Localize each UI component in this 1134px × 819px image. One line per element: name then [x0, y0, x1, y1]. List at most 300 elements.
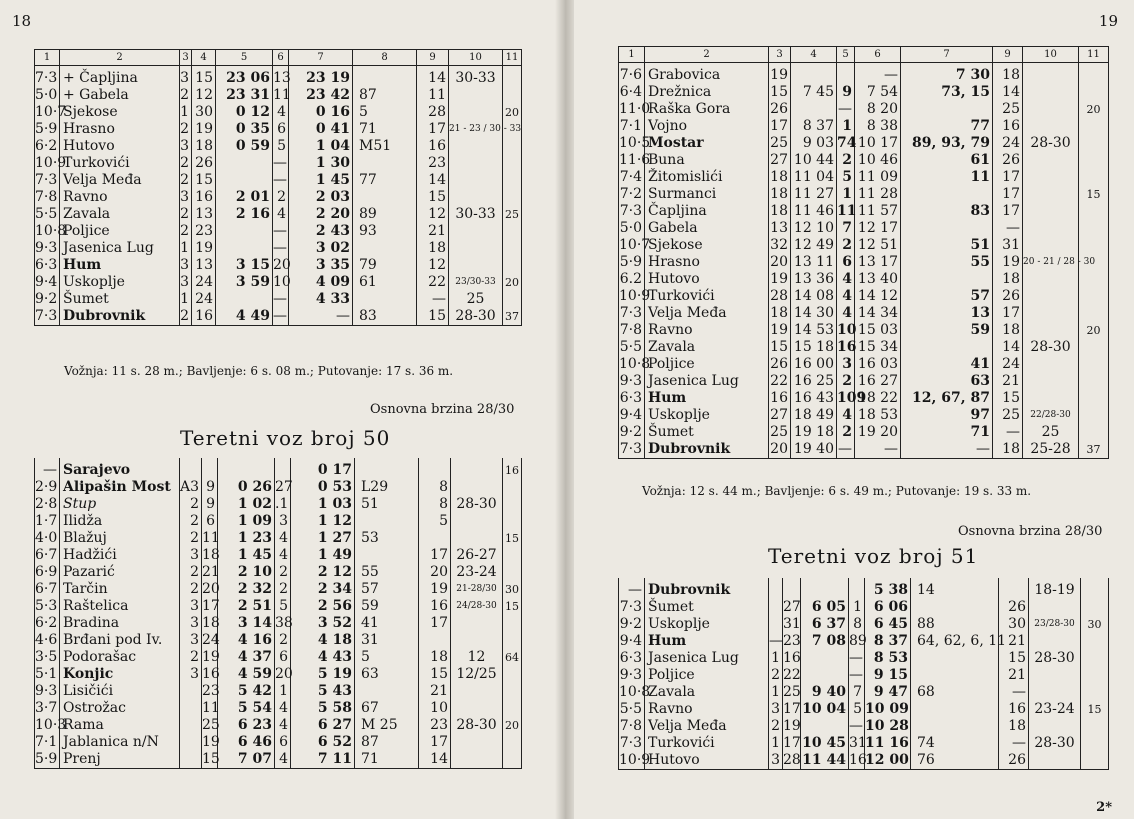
speed-cell [1023, 169, 1079, 186]
station-name: Drežnica [645, 84, 769, 101]
run-time: 15 [417, 189, 449, 206]
table-row [619, 237, 1109, 254]
table-row [619, 633, 1109, 650]
column-header: 11 [1079, 47, 1109, 63]
departure-time: 4 18 [291, 632, 355, 649]
class-cell: 3 [180, 598, 202, 615]
train-title: Teretni voz broj 50 [180, 426, 391, 450]
class-cell [769, 616, 783, 633]
crossing-cell: 61 [353, 274, 417, 291]
table-row [35, 547, 522, 564]
speed-cell: 26-27 [451, 547, 503, 564]
minutes-cell: 16 [783, 650, 801, 666]
station-name: + Čapljina [60, 66, 180, 88]
class-cell: 3 [180, 615, 202, 632]
stop-cell: 11 [273, 87, 291, 103]
table-row [619, 203, 1109, 220]
table-row [619, 667, 1109, 684]
run-time: 18 [993, 271, 1023, 288]
station-name: Šumet [645, 424, 769, 441]
station-name: Hum [645, 390, 769, 407]
load-cell [1079, 135, 1109, 152]
arrival-time: 2 16 [216, 206, 273, 223]
minutes-cell: 21 [202, 564, 220, 580]
speed-cell: 28-30 [1023, 339, 1079, 356]
load-cell [1079, 237, 1109, 254]
load-cell [1081, 578, 1109, 599]
table-row [619, 390, 1109, 407]
class-cell: 1 [769, 684, 783, 701]
speed-cell [451, 683, 503, 700]
station-name: Poljice [645, 667, 769, 684]
km-cell: 6·3 [619, 390, 645, 407]
stop-cell: 27 [275, 479, 293, 495]
km-cell: 7·4 [619, 169, 645, 186]
class-cell: 2 [180, 530, 202, 547]
speed-cell [451, 479, 503, 496]
class-cell: 1 [769, 735, 783, 752]
speed-cell: 23/28-30 [1029, 616, 1081, 633]
crossing-cell: L29 [355, 479, 419, 496]
departure-time: 57 [901, 288, 993, 305]
station-name: Čapljina [645, 203, 769, 220]
departure-time: 6 06 [865, 599, 911, 616]
km-cell: 10·5 [619, 135, 651, 151]
station-name: Blažuj [60, 530, 180, 547]
table-row [35, 155, 522, 172]
departure-time: 3 35 [289, 257, 353, 274]
crossing-cell: 89 [353, 206, 417, 223]
minutes-cell: 27 [783, 599, 801, 615]
column-header: 1 [35, 50, 60, 66]
class-cell: 13 [769, 220, 791, 237]
station-name: Grabovica [645, 63, 769, 85]
load-cell [503, 496, 522, 513]
arrival-time: 2 32 [218, 581, 275, 598]
run-time: 14 [993, 339, 1023, 356]
minutes-cell: 23 [202, 683, 220, 699]
minutes-cell: 15 18 [791, 339, 837, 356]
table-row [619, 169, 1109, 186]
run-time: 15 [999, 650, 1029, 667]
class-cell: 2 [180, 513, 202, 530]
crossing-cell [911, 701, 999, 718]
load-cell [1079, 220, 1109, 237]
departure-time: 10 09 [865, 701, 909, 717]
speed-cell [1023, 220, 1079, 237]
table-row [619, 254, 1109, 271]
speed-cell [451, 751, 503, 769]
station-name: Uskoplje [645, 616, 769, 633]
departure-time: 2 43 [289, 223, 353, 240]
table-row [35, 615, 522, 632]
column-header: 9 [993, 47, 1023, 63]
load-cell [1081, 735, 1109, 752]
class-cell: 3 [180, 666, 202, 683]
stop-cell: 5 [273, 138, 289, 155]
arrival-time: 2 51 [218, 598, 275, 615]
minutes-cell: 16 [192, 189, 216, 206]
station-name: Sjekose [60, 104, 180, 121]
column-header: 2 [645, 47, 769, 63]
class-cell: 26 [769, 101, 791, 118]
stop-cell: 8 20 [855, 101, 901, 118]
departure-time: 11 [901, 169, 993, 186]
class-cell: 3 [180, 257, 192, 274]
stop-cell: 5 [849, 701, 865, 718]
station-name: Turkovići [645, 288, 769, 305]
run-time: 17 [419, 547, 451, 564]
class-cell: 1 [180, 104, 192, 121]
run-time: 18 [993, 322, 1023, 339]
km-cell: 3·7 [35, 700, 60, 717]
load-cell [503, 683, 522, 700]
crossing-cell [911, 650, 999, 667]
table-row [619, 599, 1109, 616]
table-row [35, 734, 522, 751]
stop-cell: 6 [273, 121, 289, 138]
crossing-cell: 83 [353, 308, 417, 326]
load-cell: 15 [1079, 186, 1109, 203]
km-cell: 5·5 [619, 701, 645, 718]
load-cell [503, 632, 522, 649]
departure-time: 5 19 [291, 666, 355, 683]
run-time: 15 [993, 390, 1023, 407]
departure-time: 5 58 [291, 700, 355, 717]
stop-cell: 7 [849, 684, 865, 701]
crossing-cell: 59 [355, 598, 419, 615]
station-name: Hrasno [60, 121, 180, 138]
arrival-time: 1 23 [218, 530, 275, 547]
class-cell: 19 [769, 271, 791, 288]
speed-cell: 22/28-30 [1023, 407, 1079, 424]
timetable-train-lower [618, 46, 1109, 459]
speed-cell [1023, 271, 1079, 288]
column-header: 1 [619, 47, 645, 63]
arrival-time: 3 [837, 356, 855, 373]
speed-cell [1023, 186, 1079, 203]
crossing-cell: 93 [353, 223, 417, 240]
load-cell [1079, 152, 1109, 169]
speed-cell: 28-30 [451, 717, 503, 734]
arrival-time: 2 [837, 152, 855, 169]
station-name: Hrasno [645, 254, 769, 271]
arrival-time: 23 06 [216, 66, 273, 88]
km-cell: 4·0 [35, 530, 60, 547]
class-cell [180, 700, 202, 717]
arrival-time: 4 [837, 305, 855, 322]
class-cell: 2 [180, 308, 192, 326]
table-row [35, 172, 522, 189]
departure-time [901, 271, 993, 288]
departure-time: 9 15 [865, 667, 911, 684]
load-cell [503, 751, 522, 769]
class-cell: 20 [769, 254, 791, 271]
load-cell [503, 615, 522, 632]
run-time: 17 [993, 186, 1023, 203]
arrival-time: 10 45 [801, 735, 849, 752]
signature-mark: 2* [1096, 800, 1112, 815]
departure-time: 0 16 [289, 104, 353, 121]
stop-cell: 4 [275, 547, 291, 564]
minutes-cell: 24 [192, 274, 216, 291]
load-cell: 37 [503, 308, 522, 326]
minutes-cell: 19 [192, 121, 216, 138]
station-name: + Gabela [60, 87, 180, 104]
arrival-time: 0 12 [216, 104, 273, 121]
stop-cell: 4 [273, 104, 289, 121]
speed-cell [449, 104, 503, 121]
column-header: 7 [289, 50, 353, 66]
run-time: 15 [417, 308, 449, 326]
crossing-cell: 41 [355, 615, 419, 632]
table-row [619, 616, 1109, 633]
speed-cell: 21-28/30 [451, 581, 503, 598]
speed-cell: 12/25 [451, 666, 503, 683]
stop-cell: — [273, 291, 287, 307]
departure-time: 11 16 [865, 735, 909, 751]
crossing-cell: 53 [355, 530, 419, 547]
class-cell: 1 [769, 650, 783, 667]
minutes-cell: 13 11 [791, 254, 837, 271]
km-cell: 10·8 [619, 356, 651, 372]
stop-cell: 13 [273, 66, 289, 88]
run-time: 24 [993, 135, 1023, 152]
load-cell [503, 513, 522, 530]
arrival-time [801, 667, 849, 684]
station-name: Zavala [60, 206, 180, 223]
speed-cell: 28-30 [451, 496, 503, 513]
km-cell: 10·7 [619, 237, 651, 253]
km-cell: 6·3 [35, 257, 60, 274]
load-cell [503, 547, 522, 564]
km-cell: 4·6 [35, 632, 60, 649]
stop-cell: — [855, 441, 901, 459]
load-cell [503, 564, 522, 581]
table-row [35, 104, 522, 121]
km-cell: 6·7 [35, 547, 60, 564]
departure-time: 97 [901, 407, 993, 424]
departure-time: 41 [901, 356, 993, 373]
class-cell: 26 [769, 356, 791, 373]
crossing-cell: 74 [911, 735, 999, 752]
stop-cell: — [273, 223, 287, 239]
load-cell [1079, 169, 1109, 186]
right-page [574, 0, 1134, 819]
class-cell: 32 [769, 237, 791, 254]
table-row [619, 718, 1109, 735]
stop-cell: 2 [275, 632, 291, 649]
arrival-time: 74 [837, 135, 857, 151]
departure-time: 2 03 [289, 189, 353, 206]
speed-cell: 25 [1023, 424, 1079, 441]
station-name: Uskoplje [60, 274, 180, 291]
crossing-cell: 14 [911, 578, 999, 599]
minutes-cell: 11 [202, 700, 220, 716]
load-cell: 25 [503, 206, 522, 223]
km-cell: 7·8 [35, 189, 60, 206]
speed-cell [451, 530, 503, 547]
class-cell: 2 [769, 718, 783, 735]
train-title: Teretni voz broj 51 [768, 544, 979, 568]
minutes-cell: 17 [783, 735, 801, 751]
km-cell: 10·9 [619, 752, 651, 768]
station-name: Turkovići [60, 155, 180, 172]
load-cell: 30 [1081, 616, 1109, 633]
column-header: 6 [273, 50, 289, 66]
minutes-cell: 14 53 [791, 322, 837, 339]
minutes-cell: 17 [783, 701, 801, 717]
timetable-train-51 [618, 578, 1109, 770]
station-name: Hutovo [645, 752, 769, 770]
station-name: Zavala [645, 339, 769, 356]
arrival-time: 5 54 [218, 700, 275, 717]
speed-cell: 30-33 [449, 206, 503, 223]
run-time: 30 [999, 616, 1029, 633]
arrival-time: 4 [837, 271, 855, 288]
table-row [35, 479, 522, 496]
class-cell: 2 [180, 496, 202, 513]
load-cell [503, 66, 522, 88]
table-row [619, 339, 1109, 356]
station-name: Jasenica Lug [645, 373, 769, 390]
load-cell [1081, 633, 1109, 650]
km-cell: 10·8 [35, 223, 67, 239]
load-cell [1079, 63, 1109, 85]
km-cell: 5·5 [35, 206, 60, 223]
crossing-cell: 31 [355, 632, 419, 649]
page-number: 19 [1098, 12, 1118, 30]
speed-cell [1029, 684, 1081, 701]
run-time [419, 632, 451, 649]
km-cell: 9·3 [619, 373, 645, 390]
departure-time: 7 30 [901, 63, 993, 85]
km-cell: 10·9 [619, 288, 651, 304]
crossing-cell [353, 240, 417, 257]
stop-cell: 19 20 [855, 424, 901, 441]
km-cell: 7·3 [619, 599, 645, 616]
speed-cell [451, 513, 503, 530]
arrival-time [216, 223, 273, 240]
stop-cell: — [849, 667, 863, 683]
crossing-cell: 77 [353, 172, 417, 189]
arrival-time: — [837, 101, 855, 118]
crossing-cell: 57 [355, 581, 419, 598]
departure-time: 59 [901, 322, 993, 339]
table-row [35, 206, 522, 223]
minutes-cell: 11 [202, 530, 220, 546]
speed-cell [1023, 152, 1079, 169]
arrival-time: 1 02 [218, 496, 275, 513]
km-cell: 7·8 [619, 322, 645, 339]
speed-cell [451, 615, 503, 632]
stop-cell: 10 46 [855, 152, 901, 169]
station-name: Podorašac [60, 649, 180, 666]
run-time: 12 [417, 257, 449, 274]
stop-cell: 4 [275, 700, 291, 717]
run-time: 17 [419, 615, 451, 632]
base-speed: Osnovna brzina 28/30 [958, 524, 1103, 539]
class-cell: 2 [180, 581, 202, 598]
table-row [619, 424, 1109, 441]
load-cell [1079, 271, 1109, 288]
km-cell: 2·8 [35, 496, 60, 513]
run-time: 17 [993, 203, 1023, 220]
minutes-cell: 16 [192, 308, 216, 326]
speed-cell [1029, 667, 1081, 684]
minutes-cell: 9 [202, 479, 218, 496]
minutes-cell: 23 [192, 223, 216, 240]
arrival-time: 4 [837, 407, 855, 424]
crossing-cell: 64, 62, 6, 11 [911, 633, 999, 650]
km-cell: 6.2 [619, 271, 645, 288]
run-time: 17 [417, 121, 449, 138]
minutes-cell: 16 43 [791, 390, 837, 407]
stop-cell: 11 57 [855, 203, 901, 220]
km-cell: 9·2 [619, 616, 645, 633]
minutes-cell: 9 03 [791, 135, 837, 152]
load-cell [503, 138, 522, 155]
departure-time: 6 52 [291, 734, 355, 751]
arrival-time: 7 08 [801, 633, 849, 650]
station-name: Hutovo [645, 271, 769, 288]
crossing-cell: 68 [911, 684, 999, 701]
column-header: 9 [417, 50, 449, 66]
speed-cell [451, 632, 503, 649]
load-cell: 20 [1079, 322, 1109, 339]
load-cell: 30 [503, 581, 522, 598]
arrival-time [801, 578, 849, 599]
km-cell: 7·3 [619, 203, 645, 220]
run-time: 23 [417, 155, 449, 172]
km-cell: 9·3 [35, 683, 60, 700]
class-cell: 3 [180, 66, 192, 88]
column-header: 7 [901, 47, 993, 63]
minutes-cell: 13 [192, 257, 216, 274]
load-cell [1081, 650, 1109, 667]
speed-cell: 23/30-33 [449, 274, 503, 291]
crossing-cell [355, 683, 419, 700]
run-time: — [999, 735, 1029, 752]
departure-time: 5 43 [291, 683, 355, 700]
departure-time: 10 28 [865, 718, 909, 734]
station-name: Vojno [645, 118, 769, 135]
minutes-cell: 18 [192, 138, 216, 155]
arrival-time: 23 31 [216, 87, 273, 104]
km-cell: 7·1 [619, 118, 645, 135]
table-row [619, 152, 1109, 169]
arrival-time [216, 172, 273, 189]
stop-cell: 2 [275, 564, 291, 581]
column-header: 3 [180, 50, 192, 66]
class-cell: 2 [769, 667, 783, 684]
speed-cell [449, 223, 503, 240]
column-header-row [35, 50, 522, 66]
arrival-time: 3 59 [216, 274, 273, 291]
run-time: — [999, 684, 1029, 701]
minutes-cell: 19 [783, 718, 801, 734]
run-time: 25 [993, 101, 1023, 118]
class-cell: 2 [180, 649, 202, 666]
arrival-time: 4 59 [218, 666, 275, 683]
stop-cell: .1 [275, 496, 291, 513]
station-name: Jablanica n/N [60, 734, 180, 751]
station-name: Velja Međa [60, 172, 180, 189]
class-cell: 19 [769, 322, 791, 339]
km-cell: 9·4 [35, 274, 60, 291]
crossing-cell: 55 [355, 564, 419, 581]
load-cell: 15 [1081, 701, 1109, 718]
